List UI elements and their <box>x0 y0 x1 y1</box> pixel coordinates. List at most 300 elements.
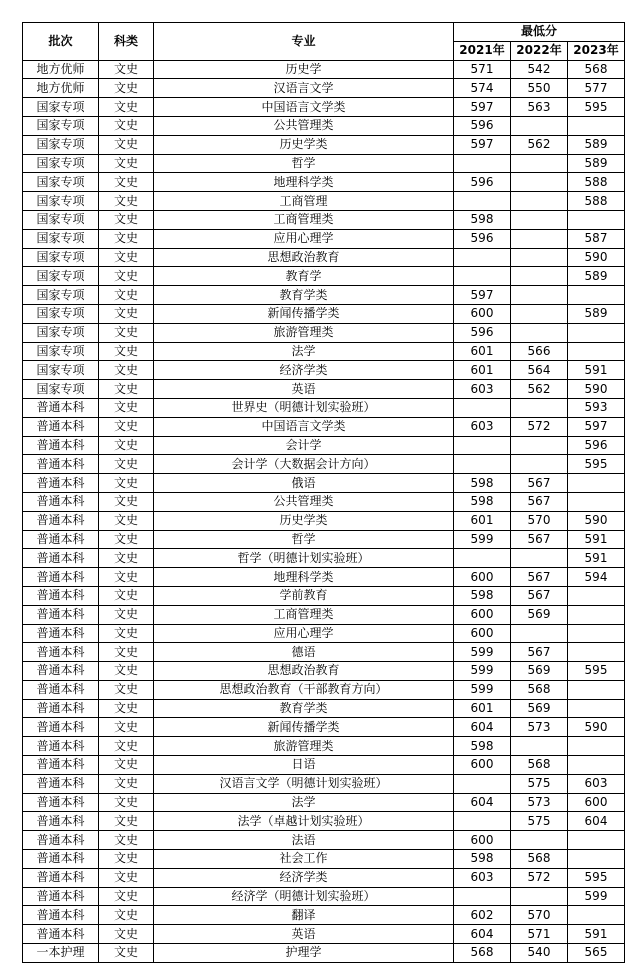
cell-score-2022: 573 <box>511 793 568 812</box>
cell-batch: 普通本科 <box>23 774 99 793</box>
table-row <box>23 154 625 173</box>
cell-score-2021: 599 <box>454 530 511 549</box>
cell-category: 文史 <box>99 229 154 248</box>
header-year-2023: 2023年 <box>568 41 625 60</box>
cell-score-2023: 600 <box>568 793 625 812</box>
cell-score-2023 <box>568 492 625 511</box>
table-row <box>23 474 625 493</box>
cell-category: 文史 <box>99 492 154 511</box>
cell-score-2022: 572 <box>511 417 568 436</box>
cell-batch: 国家专项 <box>23 248 99 267</box>
cell-score-2023 <box>568 643 625 662</box>
header-category: 科类 <box>99 23 154 61</box>
table-row <box>23 248 625 267</box>
cell-major: 旅游管理类 <box>154 323 454 342</box>
cell-score-2023: 591 <box>568 925 625 944</box>
cell-score-2023: 604 <box>568 812 625 831</box>
cell-score-2022: 567 <box>511 586 568 605</box>
cell-score-2021: 599 <box>454 662 511 681</box>
cell-score-2023: 591 <box>568 549 625 568</box>
cell-major: 俄语 <box>154 474 454 493</box>
cell-category: 文史 <box>99 530 154 549</box>
cell-batch: 国家专项 <box>23 342 99 361</box>
cell-category: 文史 <box>99 248 154 267</box>
cell-batch: 一本护理 <box>23 944 99 963</box>
cell-major: 经济学类 <box>154 361 454 380</box>
cell-score-2022 <box>511 210 568 229</box>
table-row <box>23 116 625 135</box>
table-row <box>23 492 625 511</box>
table-row <box>23 436 625 455</box>
cell-score-2023 <box>568 342 625 361</box>
cell-batch: 普通本科 <box>23 850 99 869</box>
table-header <box>23 23 625 61</box>
table-row <box>23 229 625 248</box>
cell-major: 翻译 <box>154 906 454 925</box>
cell-major: 社会工作 <box>154 850 454 869</box>
cell-batch: 国家专项 <box>23 210 99 229</box>
cell-major: 会计学（大数据会计方向） <box>154 455 454 474</box>
cell-batch: 普通本科 <box>23 436 99 455</box>
cell-score-2021: 596 <box>454 173 511 192</box>
cell-score-2023: 590 <box>568 380 625 399</box>
table-row <box>23 398 625 417</box>
cell-major: 哲学（明德计划实验班） <box>154 549 454 568</box>
cell-major: 英语 <box>154 380 454 399</box>
cell-score-2021: 603 <box>454 380 511 399</box>
cell-batch: 国家专项 <box>23 361 99 380</box>
cell-score-2023 <box>568 605 625 624</box>
cell-major: 法学 <box>154 793 454 812</box>
cell-major: 应用心理学 <box>154 624 454 643</box>
cell-score-2023: 589 <box>568 135 625 154</box>
cell-category: 文史 <box>99 737 154 756</box>
cell-batch: 国家专项 <box>23 380 99 399</box>
header-batch: 批次 <box>23 23 99 61</box>
cell-category: 文史 <box>99 568 154 587</box>
cell-category: 文史 <box>99 643 154 662</box>
cell-score-2023 <box>568 210 625 229</box>
cell-score-2021: 571 <box>454 60 511 79</box>
cell-score-2022 <box>511 192 568 211</box>
table-row <box>23 868 625 887</box>
cell-score-2023 <box>568 624 625 643</box>
cell-batch: 普通本科 <box>23 549 99 568</box>
table-row <box>23 944 625 963</box>
cell-score-2023 <box>568 906 625 925</box>
cell-score-2022 <box>511 624 568 643</box>
cell-score-2021: 598 <box>454 850 511 869</box>
cell-major: 工商管理类 <box>154 605 454 624</box>
cell-score-2021: 598 <box>454 474 511 493</box>
cell-major: 哲学 <box>154 530 454 549</box>
cell-category: 文史 <box>99 436 154 455</box>
cell-score-2022: 550 <box>511 79 568 98</box>
cell-category: 文史 <box>99 380 154 399</box>
cell-batch: 普通本科 <box>23 868 99 887</box>
cell-batch: 普通本科 <box>23 925 99 944</box>
cell-score-2023: 595 <box>568 455 625 474</box>
cell-category: 文史 <box>99 793 154 812</box>
cell-category: 文史 <box>99 868 154 887</box>
cell-batch: 普通本科 <box>23 586 99 605</box>
cell-score-2023 <box>568 286 625 305</box>
cell-batch: 地方优师 <box>23 60 99 79</box>
cell-score-2023: 589 <box>568 267 625 286</box>
cell-score-2022: 567 <box>511 643 568 662</box>
header-year-2021: 2021年 <box>454 41 511 60</box>
table-row <box>23 586 625 605</box>
cell-score-2023: 596 <box>568 436 625 455</box>
cell-score-2021: 596 <box>454 229 511 248</box>
cell-score-2022: 562 <box>511 135 568 154</box>
cell-batch: 国家专项 <box>23 323 99 342</box>
cell-score-2021: 597 <box>454 135 511 154</box>
cell-score-2022 <box>511 267 568 286</box>
cell-category: 文史 <box>99 680 154 699</box>
cell-score-2022: 562 <box>511 380 568 399</box>
cell-category: 文史 <box>99 944 154 963</box>
cell-batch: 普通本科 <box>23 887 99 906</box>
cell-score-2021: 597 <box>454 286 511 305</box>
cell-score-2022 <box>511 323 568 342</box>
cell-score-2022 <box>511 286 568 305</box>
cell-score-2022: 568 <box>511 850 568 869</box>
table-row <box>23 549 625 568</box>
table-body <box>23 60 625 962</box>
table-row <box>23 793 625 812</box>
cell-major: 工商管理 <box>154 192 454 211</box>
cell-score-2021 <box>454 774 511 793</box>
cell-major: 新闻传播学类 <box>154 304 454 323</box>
cell-score-2023 <box>568 850 625 869</box>
cell-score-2022: 567 <box>511 530 568 549</box>
cell-score-2021: 600 <box>454 304 511 323</box>
cell-score-2023 <box>568 474 625 493</box>
cell-score-2022 <box>511 398 568 417</box>
cell-major: 历史学 <box>154 60 454 79</box>
table-row <box>23 925 625 944</box>
cell-category: 文史 <box>99 286 154 305</box>
cell-category: 文史 <box>99 812 154 831</box>
cell-score-2023: 603 <box>568 774 625 793</box>
cell-major: 会计学 <box>154 436 454 455</box>
cell-score-2023: 595 <box>568 868 625 887</box>
cell-score-2023 <box>568 680 625 699</box>
table-row <box>23 605 625 624</box>
cell-score-2022: 569 <box>511 662 568 681</box>
cell-score-2023: 588 <box>568 173 625 192</box>
cell-category: 文史 <box>99 60 154 79</box>
table-row <box>23 887 625 906</box>
cell-score-2022: 573 <box>511 718 568 737</box>
cell-category: 文史 <box>99 624 154 643</box>
cell-score-2023: 591 <box>568 530 625 549</box>
cell-score-2021 <box>454 455 511 474</box>
cell-score-2021: 598 <box>454 737 511 756</box>
admission-score-table <box>22 22 625 963</box>
cell-batch: 普通本科 <box>23 417 99 436</box>
cell-score-2022: 564 <box>511 361 568 380</box>
cell-score-2023: 593 <box>568 398 625 417</box>
cell-score-2022: 563 <box>511 98 568 117</box>
cell-batch: 地方优师 <box>23 79 99 98</box>
cell-score-2021: 604 <box>454 925 511 944</box>
cell-major: 教育学 <box>154 267 454 286</box>
cell-major: 经济学类 <box>154 868 454 887</box>
cell-score-2023: 590 <box>568 248 625 267</box>
table-row <box>23 60 625 79</box>
table-row <box>23 361 625 380</box>
cell-score-2022: 569 <box>511 605 568 624</box>
cell-score-2021: 601 <box>454 342 511 361</box>
cell-score-2022 <box>511 831 568 850</box>
cell-batch: 普通本科 <box>23 530 99 549</box>
table-row <box>23 831 625 850</box>
table-row <box>23 774 625 793</box>
cell-major: 地理科学类 <box>154 173 454 192</box>
cell-category: 文史 <box>99 887 154 906</box>
cell-score-2022: 570 <box>511 511 568 530</box>
cell-score-2022: 540 <box>511 944 568 963</box>
cell-score-2021 <box>454 248 511 267</box>
cell-score-2021: 601 <box>454 361 511 380</box>
cell-score-2022: 571 <box>511 925 568 944</box>
cell-batch: 普通本科 <box>23 680 99 699</box>
cell-batch: 普通本科 <box>23 643 99 662</box>
cell-score-2023: 587 <box>568 229 625 248</box>
cell-major: 法语 <box>154 831 454 850</box>
cell-category: 文史 <box>99 474 154 493</box>
cell-category: 文史 <box>99 210 154 229</box>
table-row <box>23 624 625 643</box>
cell-category: 文史 <box>99 342 154 361</box>
table-row <box>23 737 625 756</box>
cell-score-2023 <box>568 831 625 850</box>
cell-category: 文史 <box>99 455 154 474</box>
cell-major: 教育学类 <box>154 286 454 305</box>
cell-score-2021: 603 <box>454 868 511 887</box>
cell-score-2023: 590 <box>568 511 625 530</box>
header-major: 专业 <box>154 23 454 61</box>
cell-score-2021 <box>454 267 511 286</box>
cell-score-2021: 601 <box>454 699 511 718</box>
cell-score-2021 <box>454 436 511 455</box>
cell-batch: 普通本科 <box>23 474 99 493</box>
cell-category: 文史 <box>99 304 154 323</box>
cell-batch: 普通本科 <box>23 492 99 511</box>
cell-score-2021: 604 <box>454 718 511 737</box>
cell-category: 文史 <box>99 906 154 925</box>
cell-score-2021: 599 <box>454 680 511 699</box>
cell-score-2021: 602 <box>454 906 511 925</box>
cell-category: 文史 <box>99 925 154 944</box>
cell-major: 思想政治教育 <box>154 248 454 267</box>
table-row <box>23 568 625 587</box>
table-row <box>23 530 625 549</box>
cell-major: 旅游管理类 <box>154 737 454 756</box>
cell-score-2021: 599 <box>454 643 511 662</box>
cell-category: 文史 <box>99 831 154 850</box>
cell-category: 文史 <box>99 135 154 154</box>
cell-score-2022 <box>511 173 568 192</box>
cell-batch: 普通本科 <box>23 662 99 681</box>
cell-batch: 普通本科 <box>23 737 99 756</box>
cell-major: 应用心理学 <box>154 229 454 248</box>
cell-score-2021 <box>454 887 511 906</box>
cell-batch: 国家专项 <box>23 267 99 286</box>
cell-score-2023 <box>568 699 625 718</box>
cell-category: 文史 <box>99 79 154 98</box>
cell-score-2022 <box>511 549 568 568</box>
cell-score-2023 <box>568 586 625 605</box>
cell-batch: 普通本科 <box>23 699 99 718</box>
cell-score-2021: 600 <box>454 624 511 643</box>
cell-score-2021 <box>454 398 511 417</box>
cell-score-2022: 575 <box>511 812 568 831</box>
cell-score-2021: 600 <box>454 831 511 850</box>
cell-batch: 普通本科 <box>23 812 99 831</box>
cell-major: 思想政治教育（干部教育方向） <box>154 680 454 699</box>
cell-batch: 普通本科 <box>23 831 99 850</box>
cell-score-2023 <box>568 116 625 135</box>
cell-batch: 国家专项 <box>23 286 99 305</box>
table-row <box>23 417 625 436</box>
cell-score-2022: 572 <box>511 868 568 887</box>
cell-score-2022 <box>511 737 568 756</box>
cell-score-2022: 542 <box>511 60 568 79</box>
cell-score-2021: 597 <box>454 98 511 117</box>
cell-score-2021: 601 <box>454 511 511 530</box>
cell-category: 文史 <box>99 323 154 342</box>
cell-score-2023: 599 <box>568 887 625 906</box>
cell-score-2023: 589 <box>568 154 625 173</box>
cell-score-2022: 568 <box>511 756 568 775</box>
cell-score-2021 <box>454 549 511 568</box>
cell-category: 文史 <box>99 699 154 718</box>
cell-major: 思想政治教育 <box>154 662 454 681</box>
cell-score-2022 <box>511 887 568 906</box>
cell-category: 文史 <box>99 267 154 286</box>
cell-score-2023: 594 <box>568 568 625 587</box>
admission-score-table-container <box>22 22 625 963</box>
table-row <box>23 192 625 211</box>
cell-major: 德语 <box>154 643 454 662</box>
cell-batch: 国家专项 <box>23 154 99 173</box>
cell-score-2021: 598 <box>454 210 511 229</box>
cell-major: 工商管理类 <box>154 210 454 229</box>
table-row <box>23 173 625 192</box>
cell-score-2023: 591 <box>568 361 625 380</box>
cell-major: 历史学类 <box>154 511 454 530</box>
table-row <box>23 756 625 775</box>
cell-major: 汉语言文学（明德计划实验班） <box>154 774 454 793</box>
cell-category: 文史 <box>99 192 154 211</box>
table-row <box>23 812 625 831</box>
cell-batch: 国家专项 <box>23 304 99 323</box>
cell-category: 文史 <box>99 549 154 568</box>
table-row <box>23 342 625 361</box>
cell-category: 文史 <box>99 774 154 793</box>
cell-major: 汉语言文学 <box>154 79 454 98</box>
cell-major: 教育学类 <box>154 699 454 718</box>
cell-score-2021: 604 <box>454 793 511 812</box>
cell-major: 日语 <box>154 756 454 775</box>
cell-major: 法学（卓越计划实验班） <box>154 812 454 831</box>
table-row <box>23 699 625 718</box>
cell-batch: 普通本科 <box>23 398 99 417</box>
cell-score-2021: 600 <box>454 756 511 775</box>
cell-batch: 国家专项 <box>23 98 99 117</box>
table-row <box>23 511 625 530</box>
table-row <box>23 680 625 699</box>
cell-major: 法学 <box>154 342 454 361</box>
cell-category: 文史 <box>99 718 154 737</box>
cell-score-2022 <box>511 116 568 135</box>
cell-category: 文史 <box>99 586 154 605</box>
cell-score-2023: 565 <box>568 944 625 963</box>
cell-score-2023 <box>568 737 625 756</box>
header-year-2022: 2022年 <box>511 41 568 60</box>
cell-batch: 国家专项 <box>23 229 99 248</box>
cell-score-2023: 588 <box>568 192 625 211</box>
cell-major: 公共管理类 <box>154 492 454 511</box>
cell-category: 文史 <box>99 116 154 135</box>
cell-score-2022 <box>511 304 568 323</box>
cell-category: 文史 <box>99 398 154 417</box>
cell-score-2022 <box>511 229 568 248</box>
cell-score-2021: 596 <box>454 116 511 135</box>
cell-major: 地理科学类 <box>154 568 454 587</box>
cell-score-2021 <box>454 192 511 211</box>
cell-score-2022 <box>511 455 568 474</box>
cell-major: 哲学 <box>154 154 454 173</box>
cell-major: 中国语言文学类 <box>154 417 454 436</box>
cell-score-2023: 590 <box>568 718 625 737</box>
table-row <box>23 286 625 305</box>
cell-major: 历史学类 <box>154 135 454 154</box>
table-row <box>23 380 625 399</box>
cell-score-2021 <box>454 812 511 831</box>
cell-batch: 普通本科 <box>23 756 99 775</box>
table-row <box>23 135 625 154</box>
cell-major: 经济学（明德计划实验班） <box>154 887 454 906</box>
cell-batch: 国家专项 <box>23 116 99 135</box>
cell-category: 文史 <box>99 154 154 173</box>
cell-batch: 国家专项 <box>23 173 99 192</box>
cell-batch: 国家专项 <box>23 135 99 154</box>
cell-score-2023: 595 <box>568 98 625 117</box>
cell-batch: 普通本科 <box>23 511 99 530</box>
cell-batch: 普通本科 <box>23 793 99 812</box>
cell-major: 英语 <box>154 925 454 944</box>
cell-batch: 国家专项 <box>23 192 99 211</box>
cell-score-2021 <box>454 154 511 173</box>
cell-category: 文史 <box>99 98 154 117</box>
cell-batch: 普通本科 <box>23 624 99 643</box>
cell-category: 文史 <box>99 662 154 681</box>
table-row <box>23 304 625 323</box>
cell-category: 文史 <box>99 511 154 530</box>
cell-score-2021: 574 <box>454 79 511 98</box>
cell-score-2022: 567 <box>511 474 568 493</box>
cell-score-2022 <box>511 436 568 455</box>
cell-batch: 普通本科 <box>23 605 99 624</box>
cell-batch: 普通本科 <box>23 455 99 474</box>
cell-score-2023 <box>568 756 625 775</box>
cell-score-2023: 577 <box>568 79 625 98</box>
cell-score-2023: 597 <box>568 417 625 436</box>
